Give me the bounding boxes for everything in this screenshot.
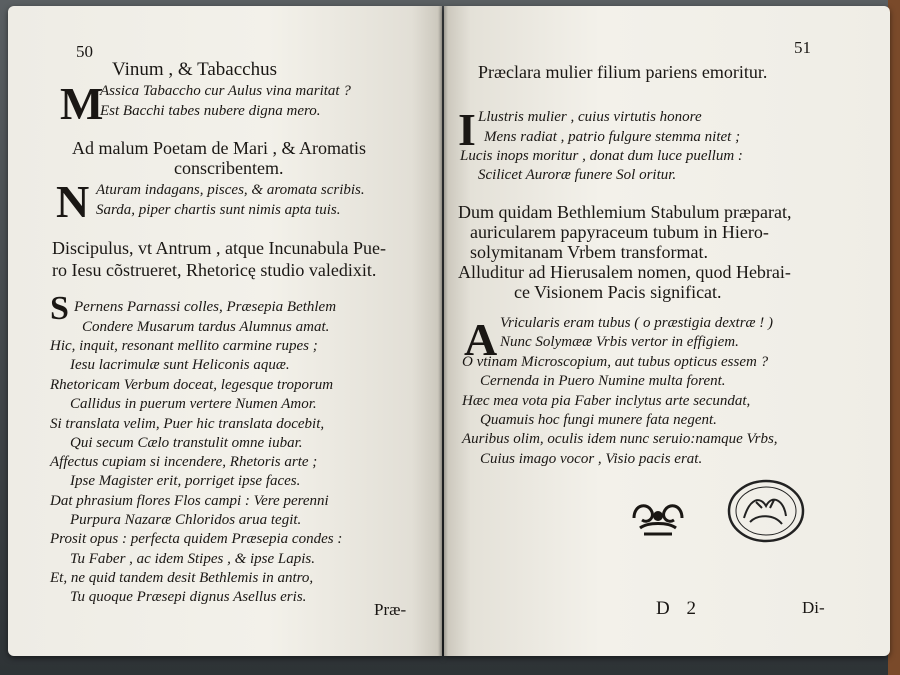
left-page — [8, 6, 442, 656]
verse-line: Sarda, piper chartis sunt nimis apta tuis. — [96, 202, 341, 218]
catchword: Præ- — [374, 600, 407, 619]
verse-line: Vricularis eram tubus ( o præstigia dextræ ! ) — [500, 315, 774, 331]
verse-line: Rhetoricam Verbum doceat, legesque troporum — [50, 377, 334, 393]
verse-line: Llustris mulier , cuius virtutis honore — [478, 109, 702, 125]
book-gutter — [438, 6, 448, 656]
verse-line: Dat phrasium flores Flos campi : Vere perenni — [50, 493, 329, 509]
verse-line: Quamuis hoc fungi munere fata negent. — [480, 412, 717, 428]
drop-cap: N — [56, 176, 90, 227]
poem-title: solymitanam Vrbem transformat. — [470, 242, 709, 262]
verse-line: Condere Musarum tardus Alumnus amat. — [82, 319, 330, 335]
verse-line: Et, ne quid tandem desit Bethlemis in antro, — [50, 570, 314, 586]
verse-line: Tu quoque Præsepi dignus Asellus eris. — [70, 589, 307, 605]
verse-line: Aturam indagans, pisces, & aromata scribis. — [96, 182, 365, 198]
drop-cap: I — [458, 104, 476, 155]
drop-cap: M — [60, 78, 104, 129]
verse-line: Est Bacchi tabes nubere digna mero. — [100, 103, 321, 119]
poem-title: Discipulus, vt Antrum , atque Incunabula Pue- — [52, 238, 386, 258]
drop-cap: A — [464, 314, 498, 365]
verse-line: Callidus in puerum vertere Numen Amor. — [70, 396, 317, 412]
verse-line: Purpura Nazaræ Chloridos arua tegit. — [70, 512, 302, 528]
drop-cap: S — [50, 290, 69, 327]
verse-line: Hæc mea vota pia Faber inclytus arte secundat, — [462, 393, 751, 409]
signature-mark: D 2 — [656, 598, 702, 619]
poem-title: auricularem papyraceum tubum in Hiero- — [470, 222, 769, 242]
verse-line: Pernens Parnassi colles, Præsepia Bethlem — [74, 299, 337, 315]
catchword: Di- — [802, 598, 825, 617]
verse-line: Mens radiat , patrio fulgure stemma nitet ; — [484, 129, 741, 145]
poem-title: Dum quidam Bethlemium Stabulum præparat, — [458, 202, 792, 222]
poem-title: Vinum , & Tabacchus — [112, 59, 277, 80]
verse-line: Prosit opus : perfecta quidem Præsepia condes : — [50, 531, 343, 547]
verse-line: Qui secum Cælo transtulit omne iubar. — [70, 435, 303, 451]
poem-title: ro Iesu cõstrueret, Rhetoricę studio valedixit. — [52, 260, 377, 280]
verse-line: Si translata velim, Puer hic translata docebit, — [50, 416, 325, 432]
verse-line: Tu Faber , ac idem Stipes , & ipse Lapis. — [70, 551, 315, 567]
poem-title: Ad malum Poetam de Mari , & Aromatis — [72, 138, 366, 158]
page-number: 50 — [76, 42, 93, 61]
page-number: 51 — [794, 38, 811, 57]
poem-title: Alluditur ad Hierusalem nomen, quod Hebrai- — [458, 262, 791, 282]
poem-title: Præclara mulier filium pariens emoritur. — [478, 62, 768, 82]
fleuron-icon — [630, 498, 686, 538]
verse-line: O vtinam Microscopium, aut tubus opticus essem ? — [462, 354, 769, 370]
verse-line: Auribus olim, oculis idem nunc seruio:namque Vrbs, — [462, 431, 778, 447]
verse-line: Affectus cupiam si incendere, Rhetoris arte ; — [50, 454, 318, 470]
verse-line: Iesu lacrimulæ sunt Heliconis aquæ. — [70, 357, 290, 373]
verse-line: Hic, inquit, resonant mellito carmine rupes ; — [50, 338, 318, 354]
verse-line: Ipse Magister erit, porriget ipse faces. — [70, 473, 301, 489]
verse-line: Cernenda in Puero Numine multa forent. — [480, 373, 726, 389]
verse-line: Assica Tabaccho cur Aulus vina maritat ? — [100, 83, 351, 99]
verse-line: Lucis inops moritur , donat dum luce puellum : — [460, 148, 743, 164]
library-stamp-icon — [726, 478, 806, 544]
poem-title: ce Visionem Pacis significat. — [514, 282, 722, 302]
verse-line: Cuius imago vocor , Visio pacis erat. — [480, 451, 703, 467]
poem-title: conscribentem. — [174, 158, 284, 178]
right-page — [444, 6, 890, 656]
verse-line: Nunc Solymææ Vrbis vertor in effigiem. — [500, 334, 739, 350]
verse-line: Scilicet Auroræ funere Sol oritur. — [478, 167, 677, 183]
